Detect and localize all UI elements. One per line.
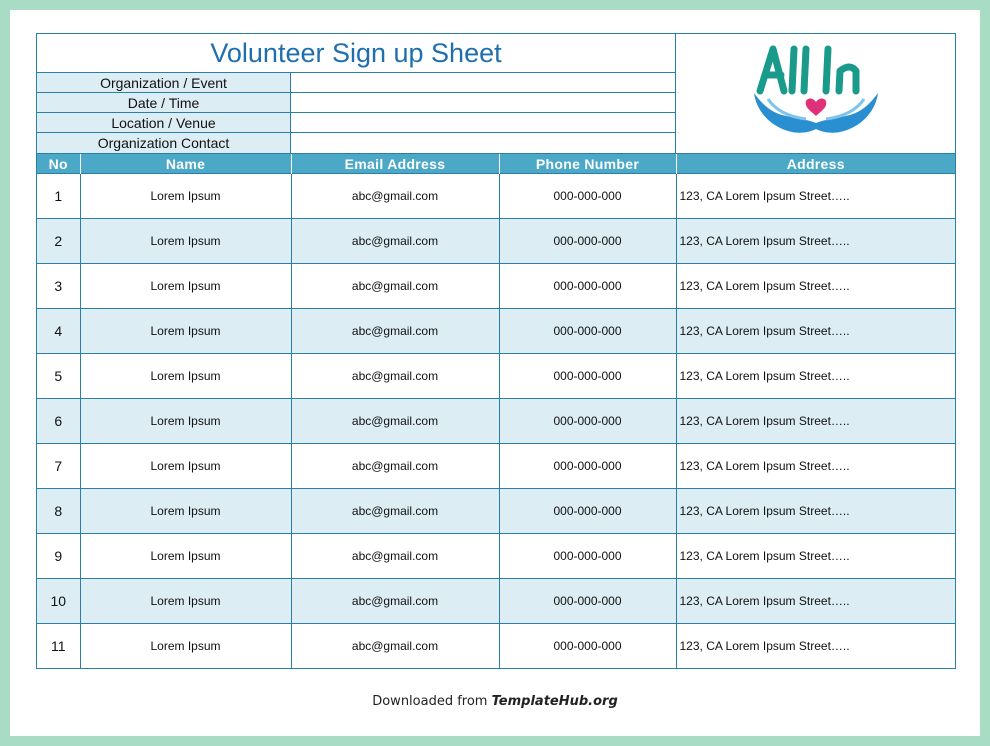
sheet-header-info (37, 34, 676, 153)
cell-address[interactable]: 123, CA Lorem Ipsum Street….. (676, 399, 955, 444)
cell-phone[interactable]: 000-000-000 (499, 444, 676, 489)
table-row (37, 264, 955, 309)
col-header-no: No (37, 154, 80, 174)
info-row-event (37, 73, 675, 93)
cell-phone[interactable]: 000-000-000 (499, 309, 676, 354)
cell-email[interactable]: abc@gmail.com (291, 219, 499, 264)
cell-name[interactable]: Lorem Ipsum (80, 219, 291, 264)
table-row (37, 309, 955, 354)
cell-name[interactable]: Lorem Ipsum (80, 579, 291, 624)
download-credit-brand[interactable]: TemplateHub.org (491, 694, 618, 709)
cell-no[interactable]: 9 (37, 534, 80, 579)
cell-email[interactable]: abc@gmail.com (291, 624, 499, 669)
cell-name[interactable]: Lorem Ipsum (80, 534, 291, 579)
cell-phone[interactable]: 000-000-000 (499, 264, 676, 309)
cell-no[interactable]: 3 (37, 264, 80, 309)
cell-phone[interactable]: 000-000-000 (499, 399, 676, 444)
table-row (37, 219, 955, 264)
cell-name[interactable]: Lorem Ipsum (80, 624, 291, 669)
table-row (37, 579, 955, 624)
volunteer-table (37, 154, 955, 668)
info-row-location (37, 113, 675, 133)
info-label-contact: Organization Contact (37, 133, 291, 153)
cell-no[interactable]: 4 (37, 309, 80, 354)
cell-phone[interactable]: 000-000-000 (499, 534, 676, 579)
cell-address[interactable]: 123, CA Lorem Ipsum Street….. (676, 174, 955, 219)
sheet-header (37, 34, 955, 154)
all-in-logo (746, 39, 886, 149)
logo-cell (676, 34, 955, 153)
table-row (37, 534, 955, 579)
cell-address[interactable]: 123, CA Lorem Ipsum Street….. (676, 489, 955, 534)
info-value-event[interactable] (291, 73, 675, 92)
table-row (37, 624, 955, 669)
info-value-contact[interactable] (291, 133, 675, 153)
cell-email[interactable]: abc@gmail.com (291, 579, 499, 624)
cell-no[interactable]: 6 (37, 399, 80, 444)
document-page (10, 10, 980, 736)
cell-email[interactable]: abc@gmail.com (291, 534, 499, 579)
cell-no[interactable]: 8 (37, 489, 80, 534)
table-row (37, 399, 955, 444)
cell-phone[interactable]: 000-000-000 (499, 624, 676, 669)
cell-address[interactable]: 123, CA Lorem Ipsum Street….. (676, 444, 955, 489)
col-header-phone: Phone Number (499, 154, 676, 174)
cell-address[interactable]: 123, CA Lorem Ipsum Street….. (676, 354, 955, 399)
cell-name[interactable]: Lorem Ipsum (80, 444, 291, 489)
cell-email[interactable]: abc@gmail.com (291, 264, 499, 309)
cell-phone[interactable]: 000-000-000 (499, 219, 676, 264)
cell-address[interactable]: 123, CA Lorem Ipsum Street….. (676, 264, 955, 309)
heart-icon (805, 98, 826, 116)
table-row (37, 354, 955, 399)
cell-name[interactable]: Lorem Ipsum (80, 399, 291, 444)
cell-phone[interactable]: 000-000-000 (499, 354, 676, 399)
cell-name[interactable]: Lorem Ipsum (80, 489, 291, 534)
volunteer-sheet (36, 33, 956, 669)
info-label-date: Date / Time (37, 93, 291, 112)
info-value-location[interactable] (291, 113, 675, 132)
col-header-address: Address (676, 154, 955, 174)
download-credit-prefix: Downloaded from (372, 694, 492, 709)
col-header-name: Name (80, 154, 291, 174)
cell-email[interactable]: abc@gmail.com (291, 354, 499, 399)
cell-email[interactable]: abc@gmail.com (291, 444, 499, 489)
cell-address[interactable]: 123, CA Lorem Ipsum Street….. (676, 624, 955, 669)
cell-address[interactable]: 123, CA Lorem Ipsum Street….. (676, 219, 955, 264)
cell-email[interactable]: abc@gmail.com (291, 174, 499, 219)
table-body (37, 174, 955, 669)
table-row (37, 444, 955, 489)
cell-no[interactable]: 7 (37, 444, 80, 489)
col-header-email: Email Address (291, 154, 499, 174)
info-row-contact (37, 133, 675, 153)
cell-name[interactable]: Lorem Ipsum (80, 309, 291, 354)
cell-name[interactable]: Lorem Ipsum (80, 354, 291, 399)
info-row-date (37, 93, 675, 113)
cell-address[interactable]: 123, CA Lorem Ipsum Street….. (676, 579, 955, 624)
cell-no[interactable]: 10 (37, 579, 80, 624)
info-label-event: Organization / Event (37, 73, 291, 92)
cell-email[interactable]: abc@gmail.com (291, 489, 499, 534)
cell-phone[interactable]: 000-000-000 (499, 174, 676, 219)
cell-no[interactable]: 5 (37, 354, 80, 399)
sheet-title: Volunteer Sign up Sheet (37, 34, 675, 73)
cell-phone[interactable]: 000-000-000 (499, 489, 676, 534)
cell-no[interactable]: 11 (37, 624, 80, 669)
info-label-location: Location / Venue (37, 113, 291, 132)
table-row (37, 489, 955, 534)
cell-phone[interactable]: 000-000-000 (499, 579, 676, 624)
cell-address[interactable]: 123, CA Lorem Ipsum Street….. (676, 534, 955, 579)
cell-email[interactable]: abc@gmail.com (291, 399, 499, 444)
download-credit (10, 694, 980, 709)
cell-no[interactable]: 1 (37, 174, 80, 219)
cell-address[interactable]: 123, CA Lorem Ipsum Street….. (676, 309, 955, 354)
cell-email[interactable]: abc@gmail.com (291, 309, 499, 354)
cell-no[interactable]: 2 (37, 219, 80, 264)
info-value-date[interactable] (291, 93, 675, 112)
cell-name[interactable]: Lorem Ipsum (80, 264, 291, 309)
table-header-row (37, 154, 955, 174)
cell-name[interactable]: Lorem Ipsum (80, 174, 291, 219)
table-row (37, 174, 955, 219)
